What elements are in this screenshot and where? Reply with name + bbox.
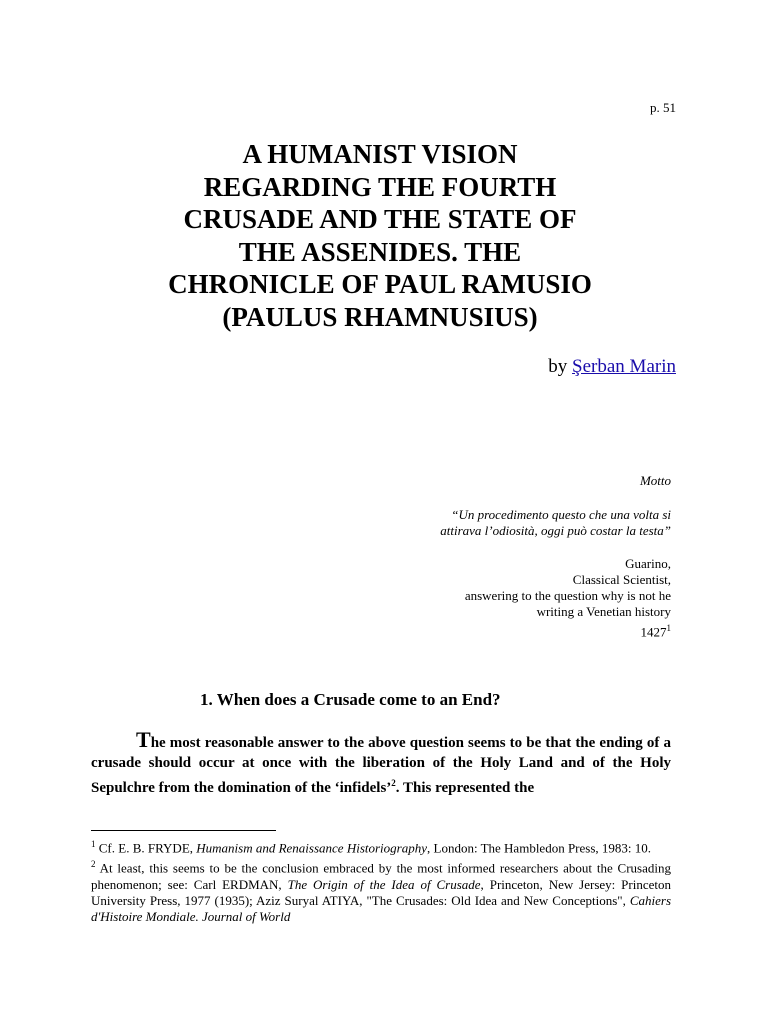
- motto-attribution: [271, 556, 671, 640]
- footnote-text: , Princeton, New Jersey: Princeton University Press, 1977 (1935); Aziz Suryal ATIYA, "The Crusades: Old Idea and New Conceptions",: [91, 876, 671, 908]
- attribution-line: writing a Venetian history: [536, 604, 671, 619]
- motto-label: Motto: [639, 473, 671, 488]
- footnote-text: , London: The Hambledon Press, 1983: 10.: [427, 840, 652, 856]
- motto-quote: [271, 507, 671, 539]
- footnote-text: Cf. E. B. FRYDE,: [95, 840, 197, 856]
- footnote-title: Cahiers d'Histoire Mondiale. Journal of World: [91, 892, 671, 924]
- paragraph-text: he most reasonable answer to the above question seems to be that the ending of a crusade should occur at once with the liberation of the Holy Land and of the Holy Sepulchre from the domination of the ‘infidels’: [91, 735, 671, 796]
- title-line: CHRONICLE OF PAUL RAMUSIO: [168, 269, 592, 299]
- footnote-divider: [91, 830, 276, 831]
- title-line: CRUSADE AND THE STATE OF: [183, 204, 577, 234]
- paragraph-text: . This represented the: [395, 780, 535, 796]
- title-line: REGARDING THE FOURTH: [203, 171, 557, 202]
- page-number: p. 51: [650, 100, 676, 115]
- footnote-number: 2: [91, 859, 96, 870]
- byline-prefix: by: [548, 356, 573, 377]
- year-text: 1427: [640, 624, 667, 640]
- attribution-line: Classical Scientist,: [572, 572, 671, 587]
- motto-quote-line: attirava l’odiosità, oggi può costar la testa”: [440, 523, 671, 538]
- footnote-2: [91, 856, 671, 924]
- footnotes: [91, 836, 671, 925]
- title-line: THE ASSENIDES. THE: [238, 236, 522, 267]
- footnote-ref[interactable]: 2: [391, 778, 396, 788]
- author-link[interactable]: Şerban Marin: [572, 356, 676, 377]
- footnote-1: [91, 836, 671, 856]
- title-line: A HUMANIST VISION: [242, 139, 518, 169]
- attribution-line: Guarino,: [625, 556, 671, 571]
- attribution-year: [271, 620, 671, 640]
- title-line: (PAULUS RHAMNUSIUS): [222, 301, 538, 332]
- footnote-title: Humanism and Renaissance Historiography: [196, 840, 428, 856]
- drop-cap: T: [136, 727, 151, 752]
- byline: [548, 356, 676, 378]
- footnote-text: At least, this seems to be the conclusion embraced by the most informed researchers about the Crusading phenomenon; see: Carl ERDMAN,: [91, 860, 671, 892]
- attribution-line: answering to the question why is not he: [464, 588, 671, 603]
- footnote-ref[interactable]: 1: [666, 623, 671, 633]
- footnote-number: 1: [91, 839, 96, 849]
- footnote-title: The Origin of the Idea of Crusade: [287, 876, 481, 892]
- section-heading: 1. When does a Crusade come to an End?: [200, 690, 501, 709]
- article-title: [150, 138, 610, 333]
- body-paragraph: [91, 727, 671, 798]
- motto-quote-line: “Un procedimento questo che una volta si: [451, 507, 671, 522]
